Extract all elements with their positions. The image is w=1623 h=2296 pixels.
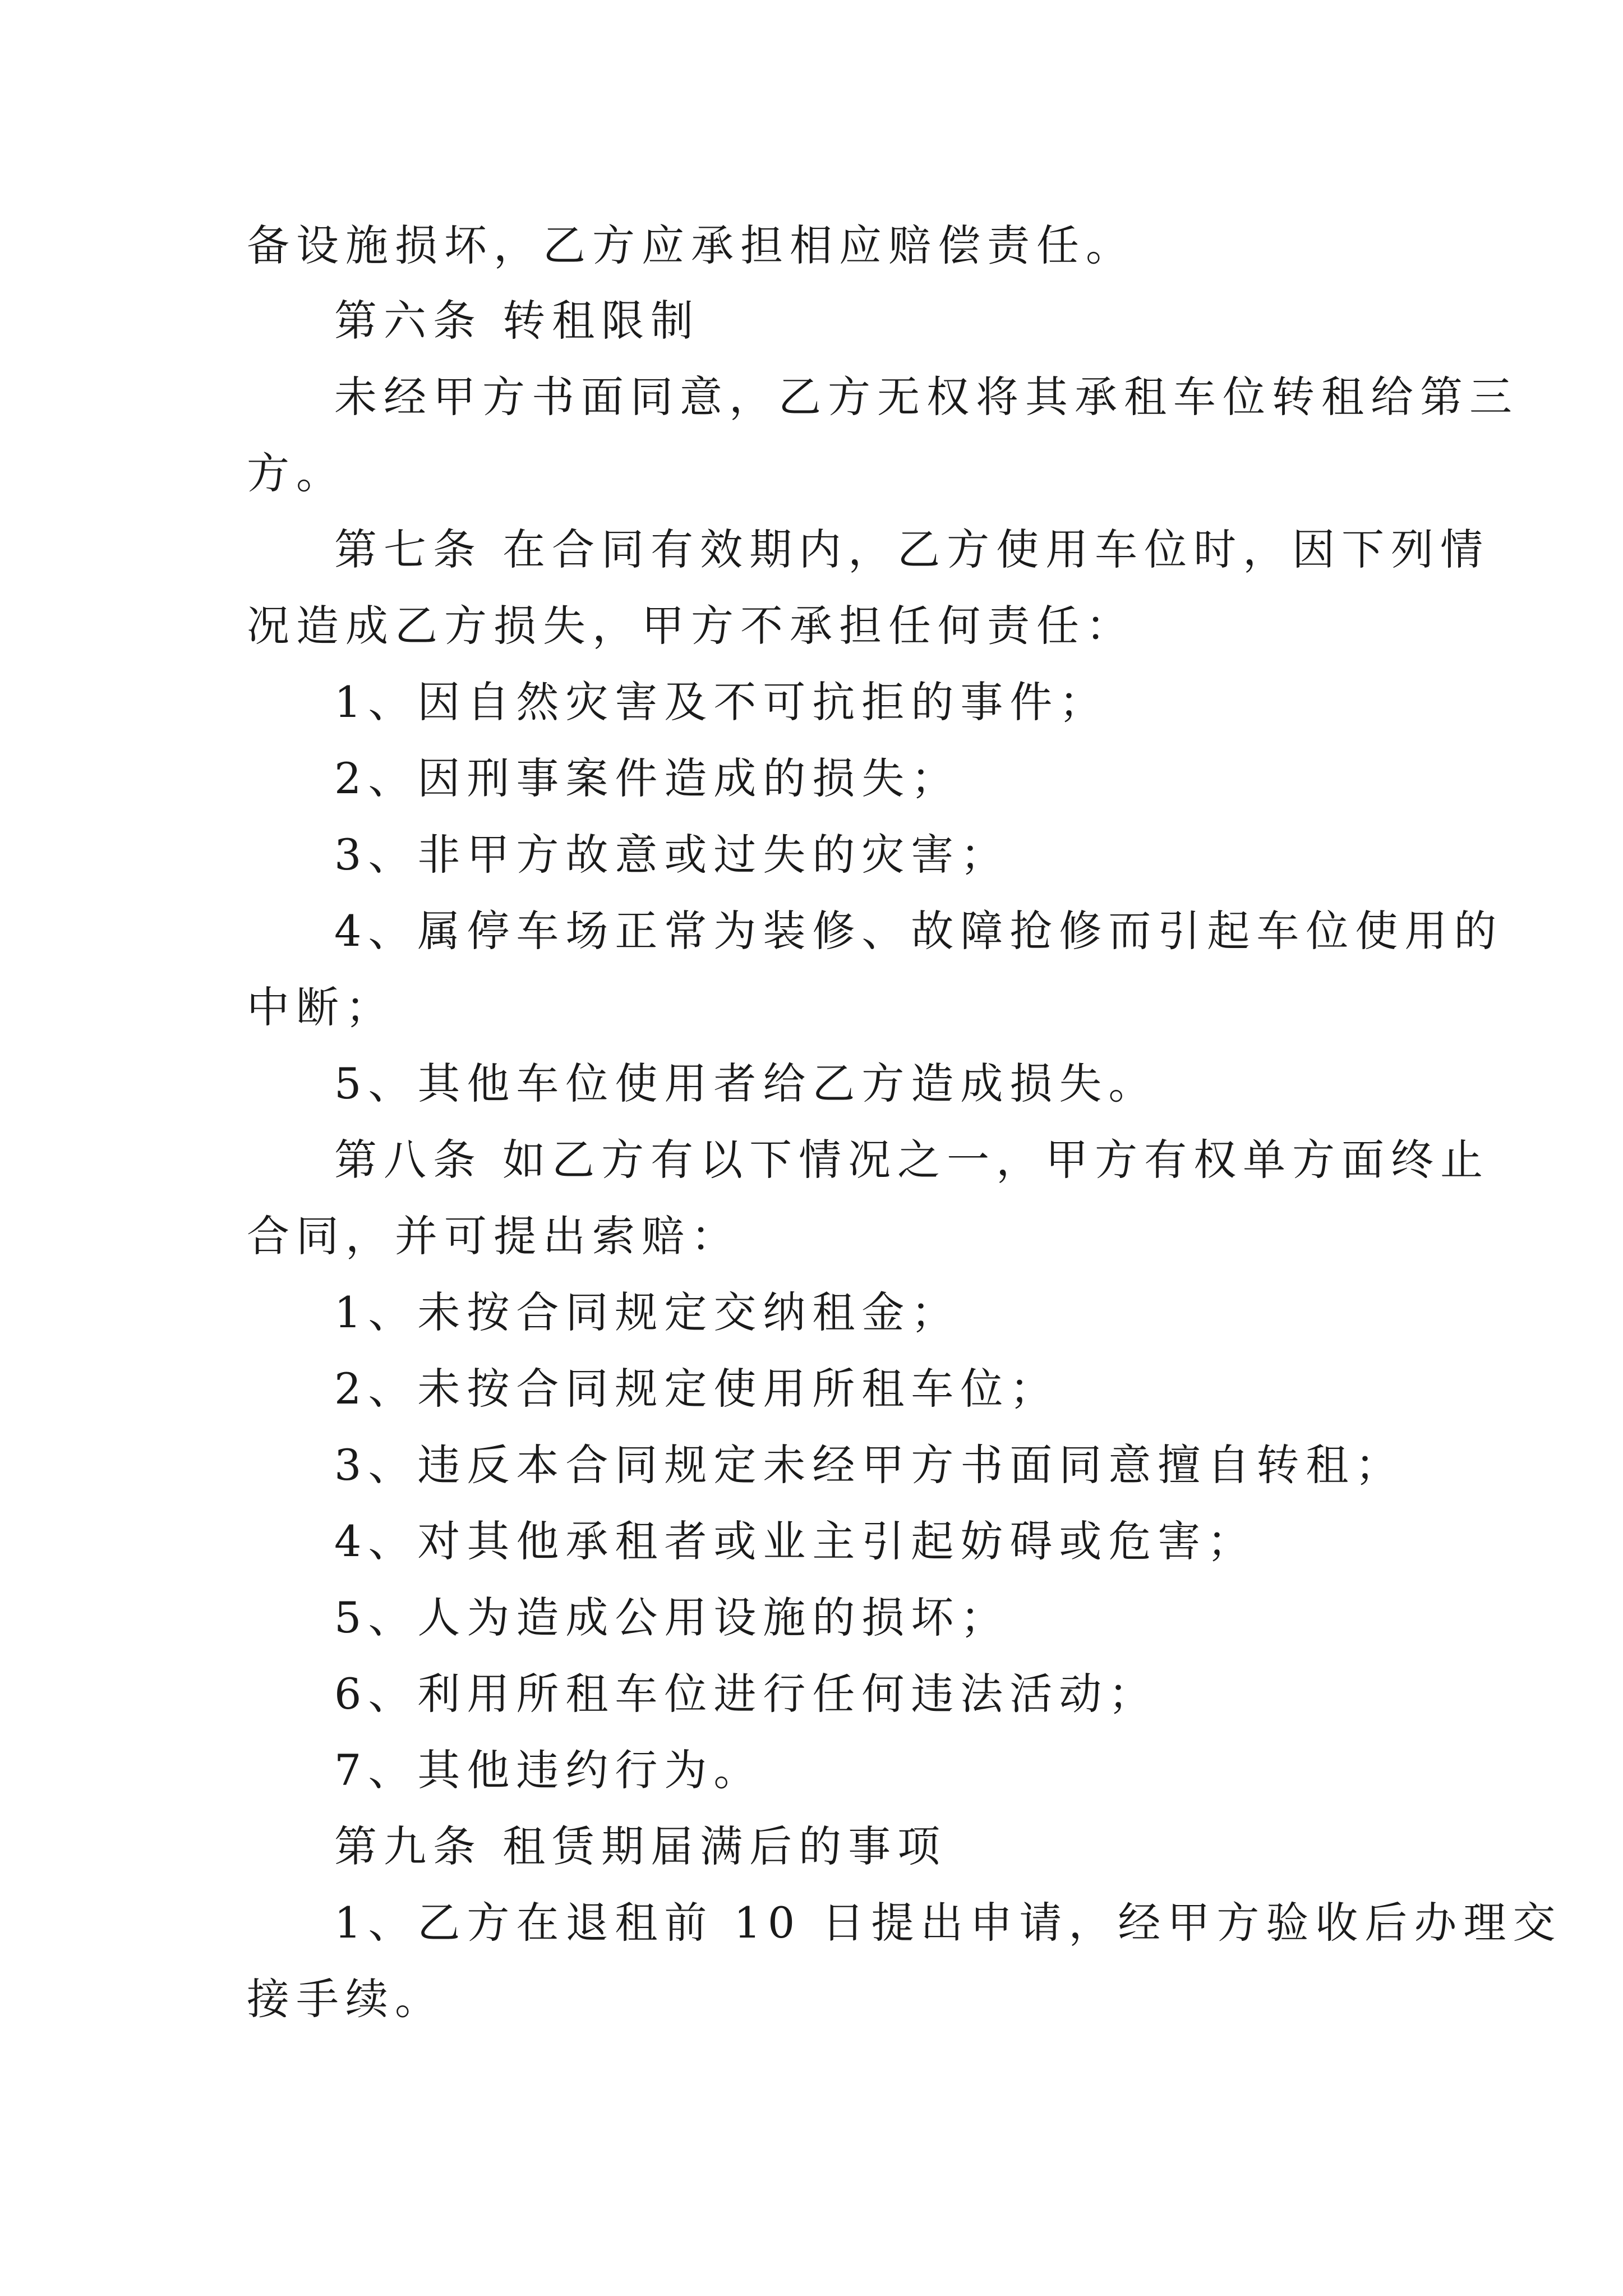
list-item: 5、其他车位使用者给乙方造成损失。 <box>334 1059 1158 1108</box>
text-line: 接手续。 <box>247 1974 444 2024</box>
text-line: 未经甲方书面同意，乙方无权将其承租车位转租给第三 <box>334 372 1519 422</box>
list-item: 3、违反本合同规定未经甲方书面同意擅自转租； <box>334 1440 1405 1490</box>
section-heading: 第六条 转租限制 <box>334 296 700 346</box>
list-item: 2、未按合同规定使用所租车位； <box>334 1364 1059 1414</box>
text-line: 合同，并可提出索赔： <box>247 1211 740 1261</box>
list-item: 4、属停车场正常为装修、故障抢修而引起车位使用的 <box>334 906 1504 956</box>
list-item: 4、对其他承租者或业主引起妨碍或危害； <box>334 1516 1257 1566</box>
text-line: 况造成乙方损失，甲方不承担任何责任： <box>247 601 1135 651</box>
list-item: 3、非甲方故意或过失的灾害； <box>334 830 1010 880</box>
section-heading: 第七条 在合同有效期内，乙方使用车位时，因下列情 <box>334 524 1490 574</box>
list-item: 2、因刑事案件造成的损失； <box>334 753 961 803</box>
text-line: 方。 <box>247 448 345 498</box>
text-line: 备设施损坏，乙方应承担相应赔偿责任。 <box>247 220 1135 270</box>
list-item: 1、因自然灾害及不可抗拒的事件； <box>334 677 1109 727</box>
list-item: 7、其他违约行为。 <box>334 1745 763 1795</box>
section-heading: 第八条 如乙方有以下情况之一，甲方有权单方面终止 <box>334 1135 1490 1185</box>
list-item: 6、利用所租车位进行任何违法活动； <box>334 1669 1158 1719</box>
list-item: 1、乙方在退租前 10 日提出申请，经甲方验收后办理交 <box>334 1898 1562 1948</box>
section-heading: 第九条 租赁期届满后的事项 <box>334 1821 947 1871</box>
text-line: 中断； <box>247 982 395 1032</box>
list-item: 1、未按合同规定交纳租金； <box>334 1287 961 1337</box>
list-item: 5、人为造成公用设施的损坏； <box>334 1593 1010 1642</box>
